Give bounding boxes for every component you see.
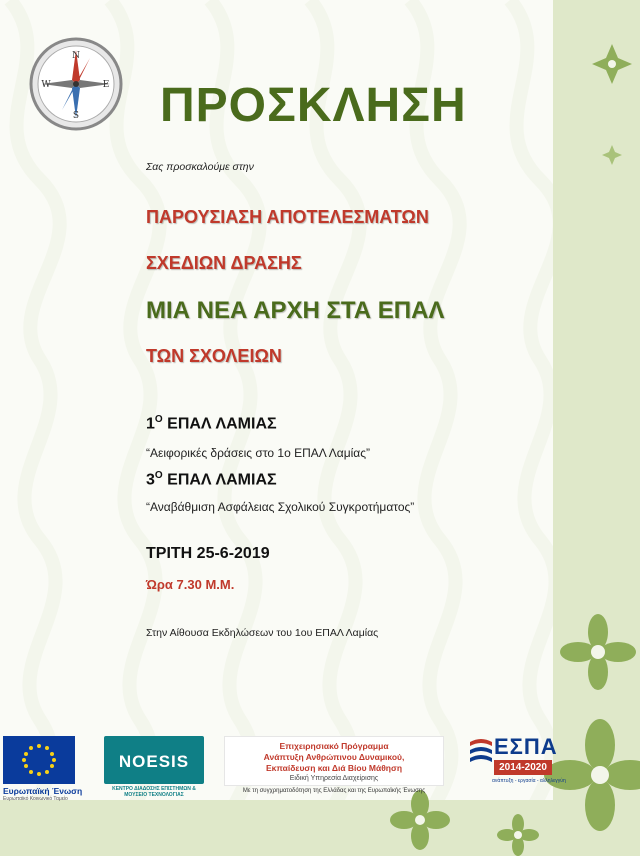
espa-years: 2014-2020	[494, 760, 552, 775]
event-title-line-4: ΤΩΝ ΣΧΟΛΕΙΩΝ	[146, 346, 282, 366]
operational-program-box	[224, 736, 444, 786]
espa-wordmark: ΕΣΠΑ	[494, 734, 558, 759]
school-ordinal: Ο	[154, 470, 163, 481]
school-2-project: “Αναβάθμιση Ασφάλειας Σχολικού Συγκροτήματος”	[146, 500, 415, 514]
school-ordinal: Ο	[154, 414, 163, 425]
noesis-wordmark: NOESIS	[118, 752, 190, 771]
event-title-line-2: ΣΧΕΔΙΩΝ ΔΡΑΣΗΣ	[146, 253, 302, 273]
page-title: ΠΡΟΣΚΛΗΣΗ	[160, 79, 467, 132]
eu-caption: Ευρωπαϊκή Ένωση	[3, 786, 83, 796]
program-line-4: Ειδική Υπηρεσία Διαχείρισης	[289, 775, 379, 782]
noesis-logo	[104, 736, 204, 784]
compass-west-label: W	[41, 80, 51, 90]
flower-icon	[592, 44, 632, 84]
event-venue: Στην Αίθουσα Εκδηλώσεων του 1ου ΕΠΑΛ Λαμίας	[146, 627, 379, 639]
school-2-heading	[146, 470, 277, 489]
event-title-line-1: ΠΑΡΟΥΣΙΑΣΗ ΑΠΟΤΕΛΕΣΜΑΤΩΝ	[146, 207, 429, 227]
compass-south-label: S	[72, 111, 80, 121]
eu-flag-logo	[3, 736, 75, 784]
flower-icon	[560, 614, 636, 690]
school-name: ΕΠΑΛ ΛΑΜΙΑΣ	[167, 471, 277, 489]
espa-stripes-icon	[470, 738, 492, 762]
program-line-3: Εκπαίδευση και Διά Βίου Μάθηση	[265, 763, 403, 773]
school-1-project: “Αειφορικές δράσεις στο 1ο ΕΠΑΛ Λαμίας”	[146, 446, 371, 460]
espa-logo	[470, 734, 566, 790]
compass-east-label: E	[102, 80, 110, 90]
event-title-line-3: ΜΙΑ ΝΕΑ ΑΡΧΗ ΣΤΑ ΕΠΑΛ	[146, 297, 445, 324]
program-line-2: Ανάπτυξη Ανθρώπινου Δυναμικού,	[263, 752, 405, 762]
event-time: Ώρα 7.30 Μ.Μ.	[146, 577, 235, 592]
flower-icon	[602, 145, 622, 165]
school-number: 3	[146, 471, 155, 489]
cofinancing-note: Με τη συγχρηματοδότηση της Ελλάδας και της Ευρωπαϊκής Ένωσης	[242, 788, 426, 794]
program-line-1: Επιχειρησιακό Πρόγραμμα	[279, 741, 389, 751]
eu-subcaption: Ευρωπαϊκό Κοινωνικό Ταμείο	[3, 796, 68, 802]
sponsor-footer	[0, 730, 580, 800]
espa-slogan: ανάπτυξη - εργασία - αλληλεγγύη	[492, 778, 566, 784]
flower-icon	[497, 814, 539, 856]
school-1-heading	[146, 414, 277, 433]
school-name: ΕΠΑΛ ΛΑΜΙΑΣ	[167, 415, 277, 433]
compass-icon	[28, 36, 124, 132]
school-number: 1	[146, 415, 155, 433]
invite-text: Σας προσκαλούμε στην	[146, 161, 254, 173]
event-date: ΤΡΙΤΗ 25-6-2019	[146, 545, 270, 562]
noesis-caption: ΚΕΝΤΡΟ ΔΙΑΔΟΣΗΣ ΕΠΙΣΤΗΜΩΝ & ΜΟΥΣΕΙΟ ΤΕΧΝΟΛΟΓΙΑΣ	[112, 786, 196, 798]
compass-north-label: N	[72, 51, 80, 61]
